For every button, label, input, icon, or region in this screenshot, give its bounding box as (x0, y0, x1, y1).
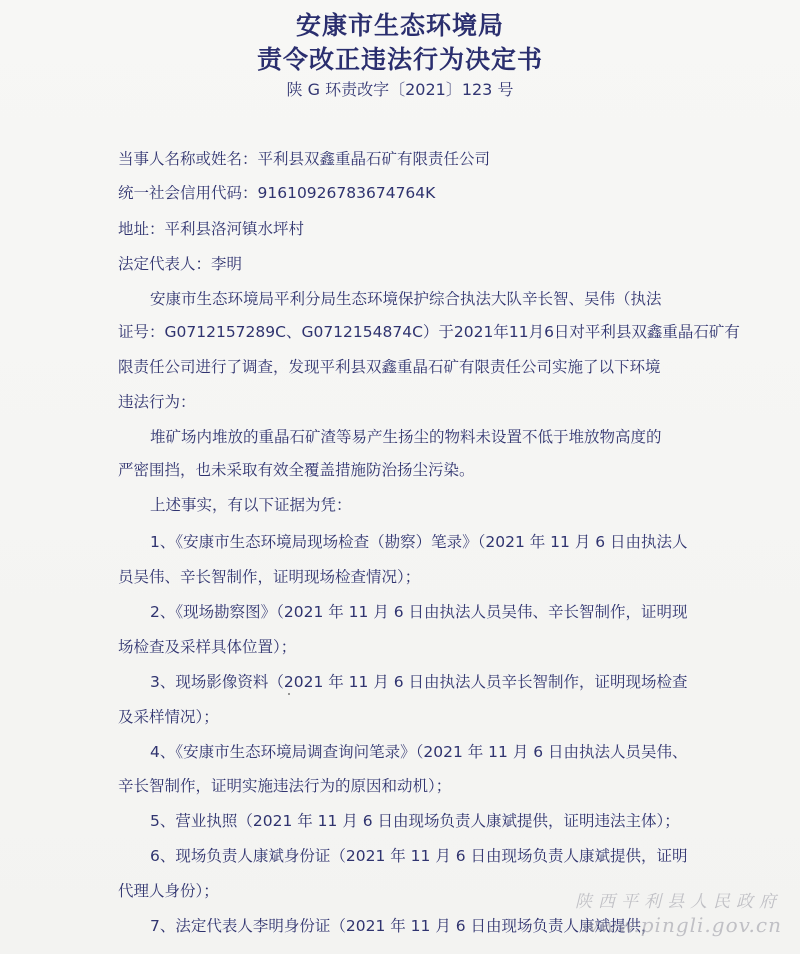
evidence-item: 3、现场影像资料（2021 年 11 月 6 日由执法人员辛长智制作，证明现场检查 (150, 673, 688, 691)
document-number: 陕 G 环责改字〔2021〕123 号 (286, 80, 514, 99)
evidence-item: 6、现场负责人康斌身份证（2021 年 11 月 6 日由现场负责人康斌提供，证明 (150, 847, 688, 865)
evidence-item: 员吴伟、辛长智制作，证明现场检查情况）； (118, 568, 421, 586)
scan-speck (288, 693, 290, 695)
evidence-item: 场检查及采样具体位置）； (118, 638, 297, 656)
watermark-site-name: 陕西平利县人民政府 (575, 891, 782, 912)
evidence-item: 5、营业执照（2021 年 11 月 6 日由现场负责人康斌提供，证明违法主体）； (150, 812, 680, 830)
evidence-item: 7、法定代表人李明身份证（2021 年 11 月 6 日由现场负责人康斌提供， (150, 917, 657, 935)
evidence-item: 2、《现场勘察图》（2021 年 11 月 6 日由执法人员吴伟、辛长智制作，证明现 (150, 603, 688, 621)
evidence-item: 1、《安康市生态环境局现场检查（勘察）笔录》（2021 年 11 月 6 日由执法人 (150, 533, 688, 551)
evidence-item: 及采样情况）； (118, 708, 219, 726)
paragraph-line: 证号：G0712157289C、G0712154874C）于2021年11月6日对平利县双鑫重晶石矿有 (118, 323, 740, 341)
party-name-line: 当事人名称或姓名：平利县双鑫重晶石矿有限责任公司 (118, 150, 491, 168)
site-watermark (575, 892, 782, 938)
legal-rep-line: 法定代表人：李明 (118, 255, 243, 273)
evidence-intro: 上述事实，有以下证据为凭： (150, 496, 352, 514)
evidence-item: 辛长智制作，证明实施违法行为的原因和动机）； (118, 777, 452, 795)
credit-code-line: 统一社会信用代码：91610926783674764K (118, 184, 436, 202)
evidence-item: 4、《安康市生态环境局调查询问笔录》（2021 年 11 月 6 日由执法人员吴伟、 (150, 743, 688, 761)
address-line: 地址：平利县洛河镇水坪村 (118, 220, 305, 238)
paragraph-line: 安康市生态环境局平利分局生态环境保护综合执法大队辛长智、吴伟（执法 (150, 290, 662, 308)
evidence-item: 代理人身份）； (118, 882, 219, 900)
watermark-url: www.pingli.gov.cn (581, 913, 782, 937)
document-title: 责令改正违法行为决定书 (256, 45, 543, 74)
paragraph-line: 限责任公司进行了调查，发现平利县双鑫重晶石矿有限责任公司实施了以下环境 (118, 358, 661, 376)
paragraph-line: 违法行为： (118, 393, 196, 411)
paragraph-line: 严密围挡，也未采取有效全覆盖措施防治扬尘污染。 (118, 461, 475, 479)
agency-title: 安康市生态环境局 (295, 11, 504, 40)
paragraph-line: 堆矿场内堆放的重晶石矿渣等易产生扬尘的物料未设置不低于堆放物高度的 (150, 428, 662, 446)
